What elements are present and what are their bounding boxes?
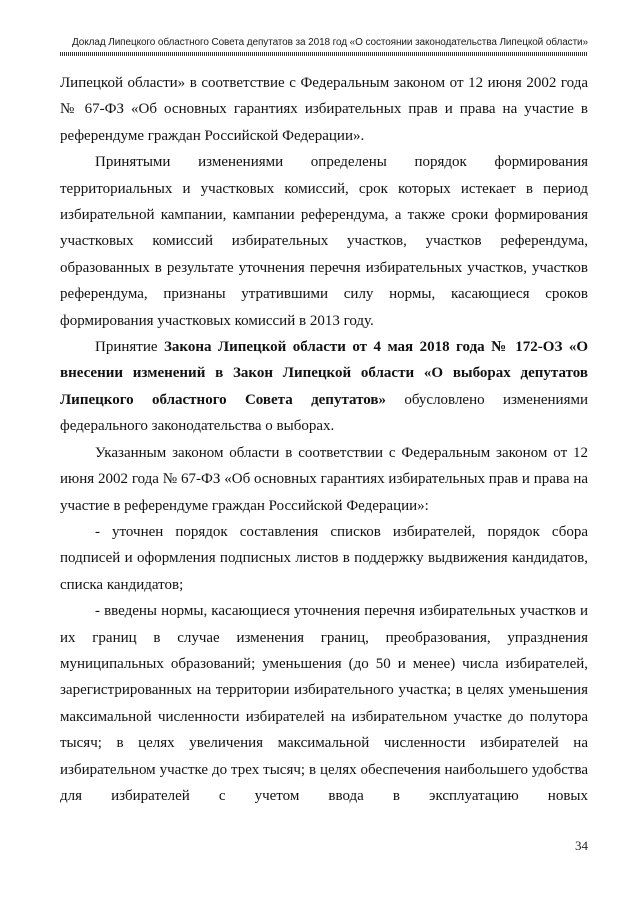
paragraph-law-adoption: [60, 334, 588, 440]
header-divider: [60, 52, 588, 56]
page-number: 34: [575, 838, 588, 853]
law-adoption-lead: Принятие: [95, 339, 164, 356]
law-title-bold: Закона Липецкой области от 4 мая 2018 года № 172-ОЗ «О внесении изменений в Закон Липецкой области «О выборах депутатов Липецкого областного Совета депутатов»: [60, 339, 588, 408]
document-body: [60, 70, 588, 809]
list-item-voter-lists: - уточнен порядок составления списков избирателей, порядок сбора подписей и оформления подписных листов в поддержку выдвижения кандидатов, списка кандидатов;: [60, 523, 588, 593]
law-adoption-tail: обусловлено изменениями федерального законодательства о выборах.: [60, 391, 588, 435]
document-running-header: Доклад Липецкого областного Совета депутатов за 2018 год «О состоянии законодательства Липецкой области»: [71, 37, 588, 48]
paragraph-continuation: Липецкой области» в соответствие с Федеральным законом от 12 июня 2002 года № 67-ФЗ «Об основных гарантиях избирательных прав и права на участие в референдуме граждан Российской Федерации».: [60, 75, 588, 144]
list-item-polling-stations: - введены нормы, касающиеся уточнения перечня избирательных участков и их границ в случае изменения границ, преобразования, упразднения муниципальных образований; уменьшения (до 50 и менее) числа избирателей, зарегистрированных на территории избирательного участка; в целях уменьшения максимальной численности избирателей на избирательном участке до полутора тысяч; в целях увеличения максимальной численности избирателей на избирательном участке до трех тысяч; в целях обеспечения наибольшего удобства для избирателей с учетом ввода в эксплуатацию новых: [60, 603, 588, 804]
paragraph-commission-changes: Принятыми изменениями определены порядок формирования территориальных и участковых комиссий, срок которых истекает в период избирательной кампании, кампании референдума, а также сроки формирования участковых комиссий избирательных участков, участков референдума, образованных в результате уточнения перечня избирательных участков, участков референдума, признаны утратившими силу нормы, касающиеся сроков формирования участковых комиссий в 2013 году.: [60, 154, 588, 329]
paragraph-law-intro: Указанным законом области в соответствии с Федеральным законом от 12 июня 2002 года № 67-ФЗ «Об основных гарантиях избирательных прав и права на участие в референдуме граждан Российской Федерации»:: [60, 444, 588, 514]
